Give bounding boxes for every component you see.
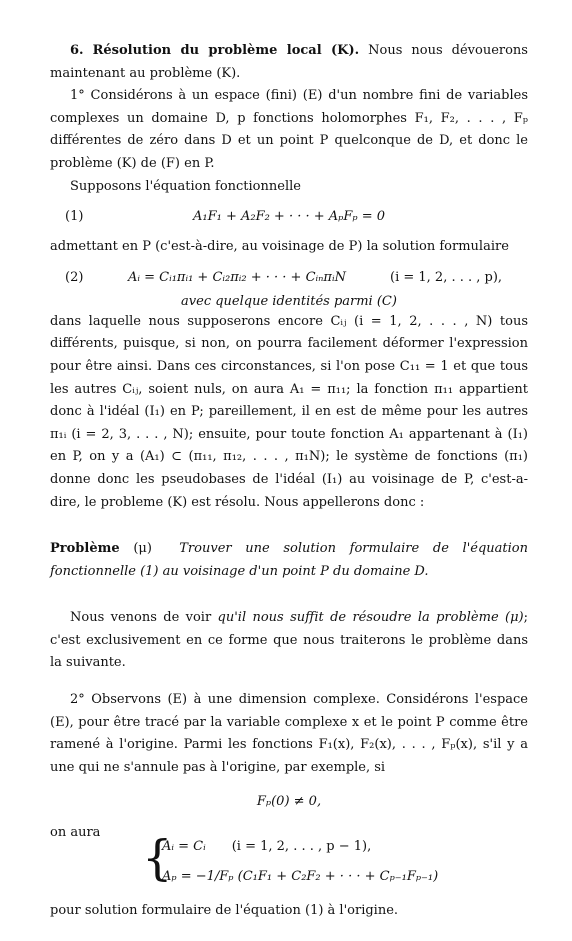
system-line-1-range: (i = 1, 2, . . . , p − 1), xyxy=(231,839,372,855)
paragraph-5 xyxy=(50,607,528,675)
on-aura-label: on aura xyxy=(50,825,101,841)
section-title: Résolution du problème local (K). xyxy=(92,43,360,58)
equation-1-body: A₁F₁ + A₂F₂ + · · · + AₚFₚ = 0 xyxy=(192,209,386,225)
equation-2-condition: avec quelque identités parmi (C) xyxy=(181,293,397,309)
paragraph-2: Supposons l'équation fonctionnelle xyxy=(70,178,301,194)
problem-text: Trouver une solution formulaire de l'équation fonctionnelle (1) au voisinage d'un point P du domaine D. xyxy=(50,541,529,579)
equation-2-body: Aᵢ = Cᵢ₁πᵢ₁ + Cᵢ₂πᵢ₂ + · · · + CᵢₙπᵢN xyxy=(128,269,346,285)
problem-label: Problème xyxy=(50,541,120,557)
equation-system xyxy=(50,825,528,900)
system-line-1-eq: Aᵢ = Cᵢ xyxy=(162,839,206,855)
equation-2 xyxy=(50,259,528,311)
paragraph-5-end: ; c'est exclusivement en ce forme que nous traiterons le problème dans la suivante. xyxy=(50,610,528,671)
section-intro: Nous nous dévouerons maintenant au problème (K). xyxy=(50,43,528,81)
paragraph-7: pour solution formulaire de l'équation (1) à l'origine. xyxy=(50,903,399,919)
section-heading-paragraph xyxy=(50,40,528,85)
paragraph-1: 1° Considérons à un espace (fini) (E) d'un nombre fini de variables complexes un domaine D, p fonctions holomorphes F₁, F₂, . . . , Fₚ différentes de zéro dans D et un point P quelconque de D, et donc le problème (K) de (F) en P. xyxy=(50,88,528,171)
equation-3: Fₚ(0) ≠ 0, xyxy=(256,794,322,810)
equation-2-number: (2) xyxy=(65,269,84,285)
equation-1 xyxy=(50,198,528,236)
document-page xyxy=(50,40,528,923)
problem-statement xyxy=(50,538,528,583)
section-number: 6. xyxy=(70,43,84,58)
equation-1-number: (1) xyxy=(65,209,84,225)
paragraph-5-start: Nous venons de voir xyxy=(70,610,218,626)
left-brace: { xyxy=(142,830,173,887)
equation-2-range: (i = 1, 2, . . . , p), xyxy=(390,269,503,285)
paragraph-5-italic: qu'il nous suffit de résoudre la problème (μ) xyxy=(217,610,524,626)
paragraph-4: dans laquelle nous supposerons encore Cᵢⱼ (i = 1, 2, . . . , N) tous différents, puisque, si non, on pourra facilement déformer l'expression pour être ainsi. Dans ces circonstances, si l'on pose C₁₁ = 1 et que tous les autres Cᵢⱼ, soient nuls, on aura A₁ = π₁₁; la fonction π₁₁ appartient donc à l'idéal (I₁) en P; pareillement, il en est de même pour les autres π₁ᵢ (i = 2, 3, . . . , N); ensuite, pour toute fonction A₁ appartenant à (I₁) en P, on y a (A₁) ⊂ (π₁₁, π₁₂, . . . , π₁N); le système de fonctions (π₁) donne donc les pseudobases de l'idéal (I₁) au voisinage de P, c'est-a-dire, le probleme (K) est résolu. Nous appellerons donc : xyxy=(50,313,528,510)
problem-mu: (μ) xyxy=(133,541,152,557)
system-line-1 xyxy=(162,836,371,859)
paragraph-3: admettant en P (c'est-à-dire, au voisinage de P) la solution formulaire xyxy=(50,239,509,255)
paragraph-6: 2° Observons (E) à une dimension complexe. Considérons l'espace (E), pour être tracé par la variable complexe x et le point P comme être ramené à l'origine. Parmi les fonctions F₁(x), F₂(x), . . . , Fₚ(x), s'il y a une qui ne s'annule pas à l'origine, par exemple, si xyxy=(50,692,528,775)
system-line-2: Aₚ = −1/Fₚ (C₁F₁ + C₂F₂ + · · · + Cₚ₋₁Fₚ₋₁) xyxy=(162,869,439,885)
